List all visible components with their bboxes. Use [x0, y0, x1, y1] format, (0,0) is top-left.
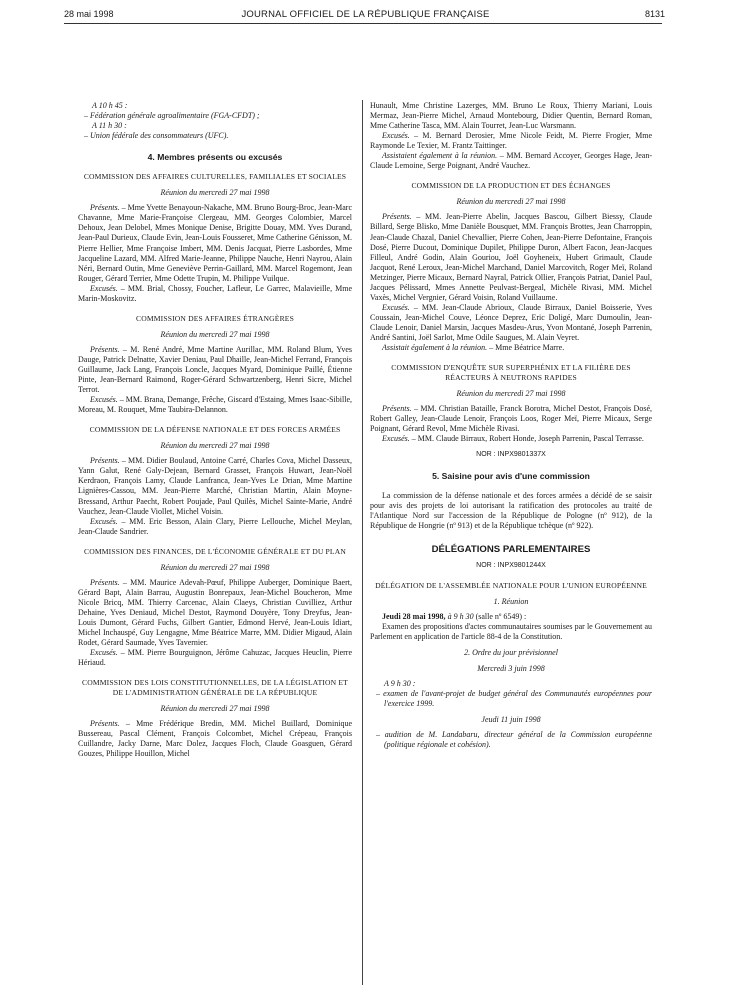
present-names: – MM. Christian Bataille, Franck Borotra, Michel Destot, François Dosé, Robert Galley, Jean-Claude Lenoir, François Loos, Roger Meï, Pierre Micaux, Serge Poignant, Gérard Revol, Mme Michèle Rivasi.: [370, 404, 652, 434]
assisting-names: – Mme Béatrice Marre.: [487, 343, 565, 353]
excused-names: – MM. Pierre Bourguignon, Jérôme Cahuzac, Jacques Heuclin, Pierre Hériaud.: [78, 648, 352, 668]
attendees-assisting: [370, 151, 652, 171]
excused-label: Excusés.: [382, 131, 410, 141]
present-label: Présents.: [382, 212, 412, 222]
present-names: – Mme Yvette Benayoun-Nakache, MM. Bruno Bourg-Broc, Jean-Marc Chavanne, Mme Marie-Françoise Clergeau, MM. Georges Colombier, Marcel Dehoux, Jean Delobel, Mmes Monique Denise, Brigitte Douay, MM. Yves Durand, Jean-Paul Durieux, Claude Evin, Jean-Louis Fousseret, Mme Catherine Génisson, M. Pierre Hellier, Mme Françoise Imbert, MM. Denis Jacquat, Pierre Lasbordes, Mme Jacqueline Lazard, MM. Alfred Marie-Jeanne, Philippe Nauche, Henri Nayrou, Alain Néri, Bernard Outin, Mme Geneviève Perrin-Gaillard, MM. Marcel Rogemont, Jean Rouger, Gérard Terrier, Mme Odette Trupin, M. Philippe Vuilque.: [78, 203, 352, 283]
attendees-present: [370, 212, 652, 302]
present-names: – Mme Frédérique Bredin, MM. Michel Buillard, Dominique Bussereau, Pascal Clément, François Colcombet, Michel Crépeau, François Cuillandre, Jacky Darne, Marc Dolez, Jacques Floch, Claude Goasguen, Gérard Gouzes, Philippe Houillon, Michel: [78, 719, 352, 759]
meeting-date: Réunion du mercredi 27 mai 1998: [456, 197, 566, 207]
attendees-present: [78, 578, 352, 648]
nor-reference: NOR : INPX9801244X: [476, 561, 546, 569]
present-names: – M. René André, Mme Martine Aurillac, MM. Roland Blum, Yves Dauge, Patrick Delnatte, Xavier Deniau, Paul Dhaille, Jean-Michel Ferrand, François Guillaume, Jack Lang, François Loncle, Jacques Myard, Dominique Paillé, Étienne Pinte, Jean-Bernard Raimond, Roger-Gérard Schwartzenberg, Henri Sicre, Michel Terrot.: [78, 344, 352, 395]
column-divider: [362, 100, 363, 985]
subsection-heading: 2. Ordre du jour prévisionnel: [464, 648, 558, 658]
agenda-item: – examen de l'avant-projet de budget général des Communautés européennes pour l'exercice 1999.: [376, 689, 652, 709]
attendees-present: [370, 404, 652, 434]
delegations-heading: DÉLÉGATIONS PARLEMENTAIRES: [431, 543, 591, 555]
present-label: Présents.: [90, 456, 120, 466]
assisting-names: – MM. Bernard Accoyer, Georges Hage, Jean-Claude Lemoine, Serge Poignant, André Vauchez.: [370, 151, 652, 171]
right-column: [370, 101, 652, 750]
commission-title: COMMISSION DE LA PRODUCTION ET DES ÉCHANGES: [411, 181, 611, 191]
meeting-date: Réunion du mercredi 27 mai 1998: [160, 329, 270, 339]
attendees-excused: [370, 434, 652, 444]
assisting-label: Assistaient également à la réunion.: [382, 151, 498, 161]
excused-names: – MM. Claude Birraux, Robert Honde, Joseph Parrenin, Pascal Terrasse.: [409, 434, 644, 444]
schedule-room: (salle nº 6549) :: [473, 611, 527, 621]
commission-title: COMMISSION DES FINANCES, DE L'ÉCONOMIE GÉNÉRALE ET DU PLAN: [83, 546, 346, 556]
present-label: Présents.: [90, 203, 120, 213]
excused-label: Excusés.: [90, 283, 118, 293]
excused-names: – MM. Eric Besson, Alain Clary, Pierre Lellouche, Michel Meylan, Jean-Claude Sandrier.: [78, 516, 352, 536]
meeting-date: Réunion du mercredi 27 mai 1998: [160, 562, 270, 572]
commission-title: COMMISSION DES AFFAIRES CULTURELLES, FAMILIALES ET SOCIALES: [83, 172, 347, 182]
meeting-date: Réunion du mercredi 27 mai 1998: [456, 389, 566, 399]
excused-label: Excusés.: [90, 395, 118, 405]
present-names: – MM. Maurice Adevah-Pœuf, Philippe Auberger, Dominique Baert, Gérard Bapt, Alain Barrau, Augustin Bonrepaux, Jean-Michel Boucheron, Mme Nicole Bricq, MM. Thierry Carcenac, Alain Claeys, Christian Cuvilliez, Arthur Dehaine, Yves Deniaud, Michel Destot, Raymond Douyère, Tony Dreyfus, Jean-Louis Dumont, Gérard Fuchs, Gilbert Gantier, Edmond Hervé, Jean-Louis Idiart, Michel Inchauspé, Guy Lengagne, Mme Béatrice Marre, MM. Didier Migaud, Alain Rodet, Gérard Saumade, Yves Tavernier.: [78, 577, 352, 648]
nor-reference: NOR : INPX9801337X: [476, 451, 546, 459]
hearing-item: – Fédération générale agroalimentaire (FGA-CFDT) ;: [84, 111, 260, 121]
excused-names: – MM. Brial, Chossy, Foucher, Lafleur, Le Garrec, Malavieille, Mme Marin-Moskovitz.: [78, 283, 352, 303]
schedule-date: Jeudi 28 mai 1998,: [382, 611, 446, 621]
delegation-title: DÉLÉGATION DE L'ASSEMBLÉE NATIONALE POUR L'UNION EUROPÉENNE: [375, 580, 647, 590]
section-heading: 5. Saisine pour avis d'une commission: [432, 471, 590, 482]
body-paragraph: La commission de la défense nationale et des forces armées a décidé de se saisir pour avis des projets de loi autorisant la ratification des protocoles au traité de l'Atlantique Nord sur l'accession de la République de Pologne (nº 912), de la République de Hongrie (nº 913) et de la République tchèque (nº 922).: [370, 490, 652, 530]
assisting-label: Assistait également à la réunion.: [382, 343, 488, 353]
commission-title: COMMISSION DES AFFAIRES ÉTRANGÈRES: [136, 313, 294, 323]
header-date: 28 mai 1998: [64, 9, 114, 19]
commission-title: COMMISSION DE LA DÉFENSE NATIONALE ET DES FORCES ARMÉES: [89, 425, 341, 435]
meeting-date: Réunion du mercredi 27 mai 1998: [160, 188, 270, 198]
section-heading: 4. Membres présents ou excusés: [147, 152, 283, 163]
present-label: Présents.: [90, 344, 120, 354]
excused-label: Excusés.: [382, 434, 410, 444]
attendees-continued: Hunault, Mme Christine Lazerges, MM. Bruno Le Roux, Thierry Mariani, Louis Mermaz, Jean-Pierre Michel, Arnaud Montebourg, Didier Quentin, Bernard Roman, Mme Catherine Tasca, MM. Alain Tourret, Jean-Luc Warsmann.: [370, 101, 652, 131]
attendees-excused: [370, 303, 652, 343]
body-paragraph: Examen des propositions d'actes communautaires soumises par le Gouvernement au Parlement en application de l'article 88-4 de la Constitution.: [370, 621, 652, 641]
present-names: – MM. Didier Boulaud, Antoine Carré, Charles Cova, Michel Dasseux, Yann Galut, René Galy-Dejean, Bernard Grasset, François Huwart, Jean-Noël Kerdraon, François Lamy, Claude Lanfranca, Jean-Yves Le Drian, Mme Martine Lignières-Cassou, MM. Jean-Pierre Marché, Christian Martin, Alain Moyne-Bressand, Arthur Paecht, Robert Poujade, Paul Quilès, Michel Sainte-Marie, André Vauchez, Jean-Claude Viollet, Michel Voisin.: [78, 456, 352, 516]
attendees-present: [78, 345, 352, 395]
present-label: Présents.: [90, 577, 120, 587]
attendees-excused: [78, 284, 352, 304]
meeting-date: Réunion du mercredi 27 mai 1998: [160, 441, 270, 451]
left-column: [78, 101, 352, 760]
attendees-excused: [78, 517, 352, 537]
attendees-excused: [78, 648, 352, 668]
agenda-time: A 9 h 30 :: [384, 679, 416, 689]
excused-label: Excusés.: [90, 516, 118, 526]
hearing-item: – Union fédérale des consommateurs (UFC).: [84, 131, 229, 141]
attendees-present: [78, 203, 352, 283]
commission-title: COMMISSION D'ENQUÊTE SUR SUPERPHÉNIX ET LA FILIÈRE DES RÉACTEURS À NEUTRONS RAPIDES: [391, 363, 631, 383]
schedule-time: à 9 h 30: [445, 611, 474, 621]
attendees-excused: [78, 395, 352, 415]
attendees-present: [78, 719, 352, 759]
agenda-day: Mercredi 3 juin 1998: [477, 664, 545, 674]
page-number: 8131: [645, 9, 666, 19]
present-label: Présents.: [382, 404, 412, 414]
meeting-date: Réunion du mercredi 27 mai 1998: [160, 704, 270, 714]
commission-title: COMMISSION DES LOIS CONSTITUTIONNELLES, DE LA LÉGISLATION ET DE L'ADMINISTRATION GÉNÉRALE DE LA RÉPUBLIQUE: [82, 678, 348, 698]
attendees-assisting: [370, 343, 652, 353]
excused-label: Excusés.: [90, 648, 118, 658]
excused-names: – MM. Jean-Claude Abrioux, Claude Birraux, Daniel Boisserie, Yves Coussain, Jean-Michel Couve, Léonce Deprez, Eric Doligé, Marc Dumoulin, Jean-Claude Lenoir, Daniel Marsin, Jacques Masdeu-Arus, Yvon Montané, Joseph Parrenin, André Santini, Joël Sarlot, Mme Odile Saugues, M. Alain Veyret.: [370, 302, 652, 342]
agenda-item: – audition de M. Landabaru, directeur général de la Commission européenne (politique régionale et cohésion).: [376, 730, 652, 750]
present-label: Présents.: [90, 719, 120, 729]
present-names: – MM. Jean-Pierre Abelin, Jacques Bascou, Gilbert Biessy, Claude Billard, Serge Blisko, Mme Danièle Bousquet, MM. François Brottes, Jean Charroppin, Jean-Claude Chazal, Daniel Chevallier, Pierre Cohen, Jean-Pierre Defontaine, François Dosé, Pierre Ducout, Dominique Dupilet, Philippe Duron, Albert Facon, Jean-Jacques Filleul, André Godin, Alain Gouriou, Joël Goyheneix, Hubert Grimault, Claude Jacquot, René Leroux, Jean-Michel Marchand, Daniel Marcovitch, Roger Meï, Roland Metzinger, Pierre Micaux, Bernard Nayral, Patrick Ollier, François Patriat, Daniel Paul, Jacques Pélissard, Mmes Annette Peulvast-Bergeal, Michèle Rivasi, MM. Michel Vaxès, Michel Vergnier, Gérard Voisin, Roland Vuillaume.: [370, 212, 652, 302]
attendees-present: [78, 456, 352, 516]
subsection-heading: 1. Réunion: [493, 596, 529, 606]
header-rule: [64, 23, 662, 24]
journal-title: JOURNAL OFFICIEL DE LA RÉPUBLIQUE FRANÇAISE: [241, 9, 490, 20]
meeting-schedule: [370, 612, 652, 622]
page-header: [0, 0, 731, 20]
excused-label: Excusés.: [382, 302, 410, 312]
hearing-time: A 11 h 30 :: [92, 121, 127, 131]
excused-names: – M. Bernard Derosier, Mme Nicole Feidt, M. Pierre Frogier, Mme Raymonde Le Texier, M. Frantz Taittinger.: [370, 131, 652, 151]
excused-names: – MM. Brana, Demange, Frêche, Giscard d'Estaing, Mmes Isaac-Sibille, Moreau, M. Rouquet, Mme Taubira-Delannon.: [78, 395, 352, 415]
hearing-time: A 10 h 45 :: [92, 101, 128, 110]
attendees-excused: [370, 131, 652, 151]
agenda-day: Jeudi 11 juin 1998: [481, 715, 541, 725]
